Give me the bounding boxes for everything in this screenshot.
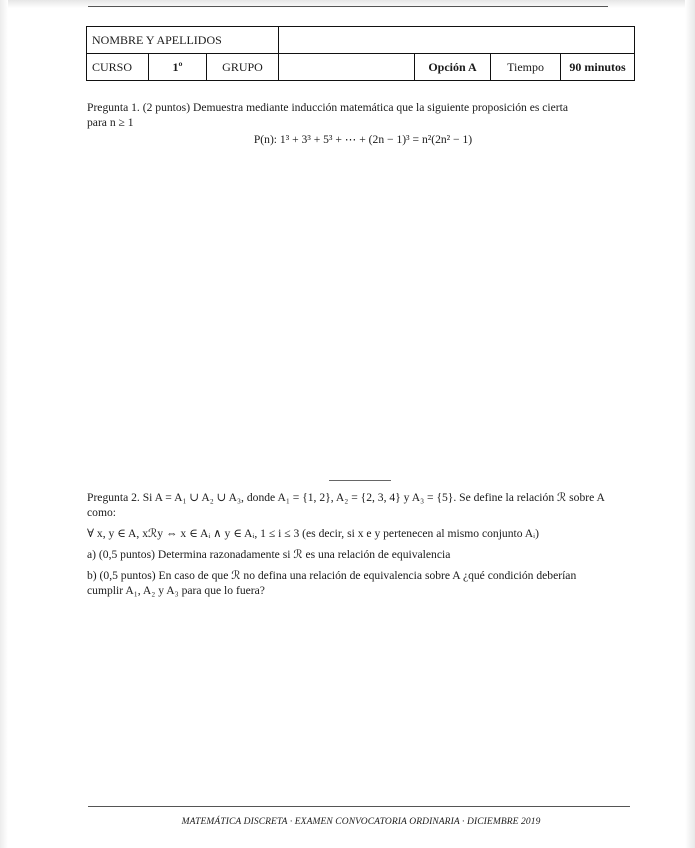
opcion-label: Opción A xyxy=(415,54,491,81)
footer-rule xyxy=(88,806,630,807)
grupo-label: GRUPO xyxy=(207,54,279,81)
question-2-definition: ∀ x, y ∈ A, xℛy ⇔ x ∈ Aᵢ ∧ y ∈ Aᵢ, 1 ≤ i ≤ 3 (es decir, si x e y pertenecen al mismo conjunto Aᵢ) xyxy=(87,527,539,540)
question-1-line-1 xyxy=(87,100,639,115)
question-1-label: Pregunta 1. xyxy=(87,101,140,114)
question-1-line-2: para n ≥ 1 xyxy=(87,116,134,129)
curso-value: 1º xyxy=(149,54,207,81)
curso-label: CURSO xyxy=(87,54,149,81)
grupo-field[interactable] xyxy=(279,54,415,81)
nombre-label: NOMBRE Y APELLIDOS xyxy=(87,27,279,54)
question-2-part-b-line-2: cumplir A₁, A₂ y A₃ para que lo fuera? xyxy=(87,584,265,597)
question-2-line-1 xyxy=(87,490,639,505)
exam-header-table xyxy=(86,26,635,81)
page-footer: MATEMÁTICA DISCRETA · EXAMEN CONVOCATORIA ORDINARIA · DICIEMBRE 2019 xyxy=(181,817,541,827)
nombre-field[interactable] xyxy=(279,27,635,54)
header-row-course xyxy=(87,54,635,81)
question-1-formula: P(n): 1³ + 3³ + 5³ + ⋯ + (2n − 1)³ = n²(2n² − 1) xyxy=(253,133,473,146)
question-2-text: Si A = A₁ ∪ A₂ ∪ A₃, donde A₁ = {1, 2}, A₂ = {2, 3, 4} y A₃ = {5}. Se define la relación ℛ sobre A xyxy=(142,491,605,504)
question-2-label: Pregunta 2. xyxy=(87,491,140,504)
tiempo-value: 90 minutos xyxy=(561,54,635,81)
question-1-text: (2 puntos) Demuestra mediante inducción matemática que la siguiente proposición es cierta xyxy=(142,101,569,114)
tiempo-label: Tiempo xyxy=(491,54,561,81)
page-shadow-left xyxy=(0,0,8,848)
top-rule xyxy=(88,6,608,7)
page-shadow-right xyxy=(685,0,695,848)
question-2 xyxy=(87,490,639,598)
separator-rule xyxy=(329,480,391,481)
question-1 xyxy=(87,100,639,130)
header-row-name xyxy=(87,27,635,54)
question-2-part-b-line-1: b) (0,5 puntos) En caso de que ℛ no defina una relación de equivalencia sobre A ¿qué condición deberían xyxy=(87,569,577,582)
question-2-line-2: como: xyxy=(87,506,116,519)
question-2-part-a: a) (0,5 puntos) Determina razonadamente si ℛ es una relación de equivalencia xyxy=(87,548,451,561)
